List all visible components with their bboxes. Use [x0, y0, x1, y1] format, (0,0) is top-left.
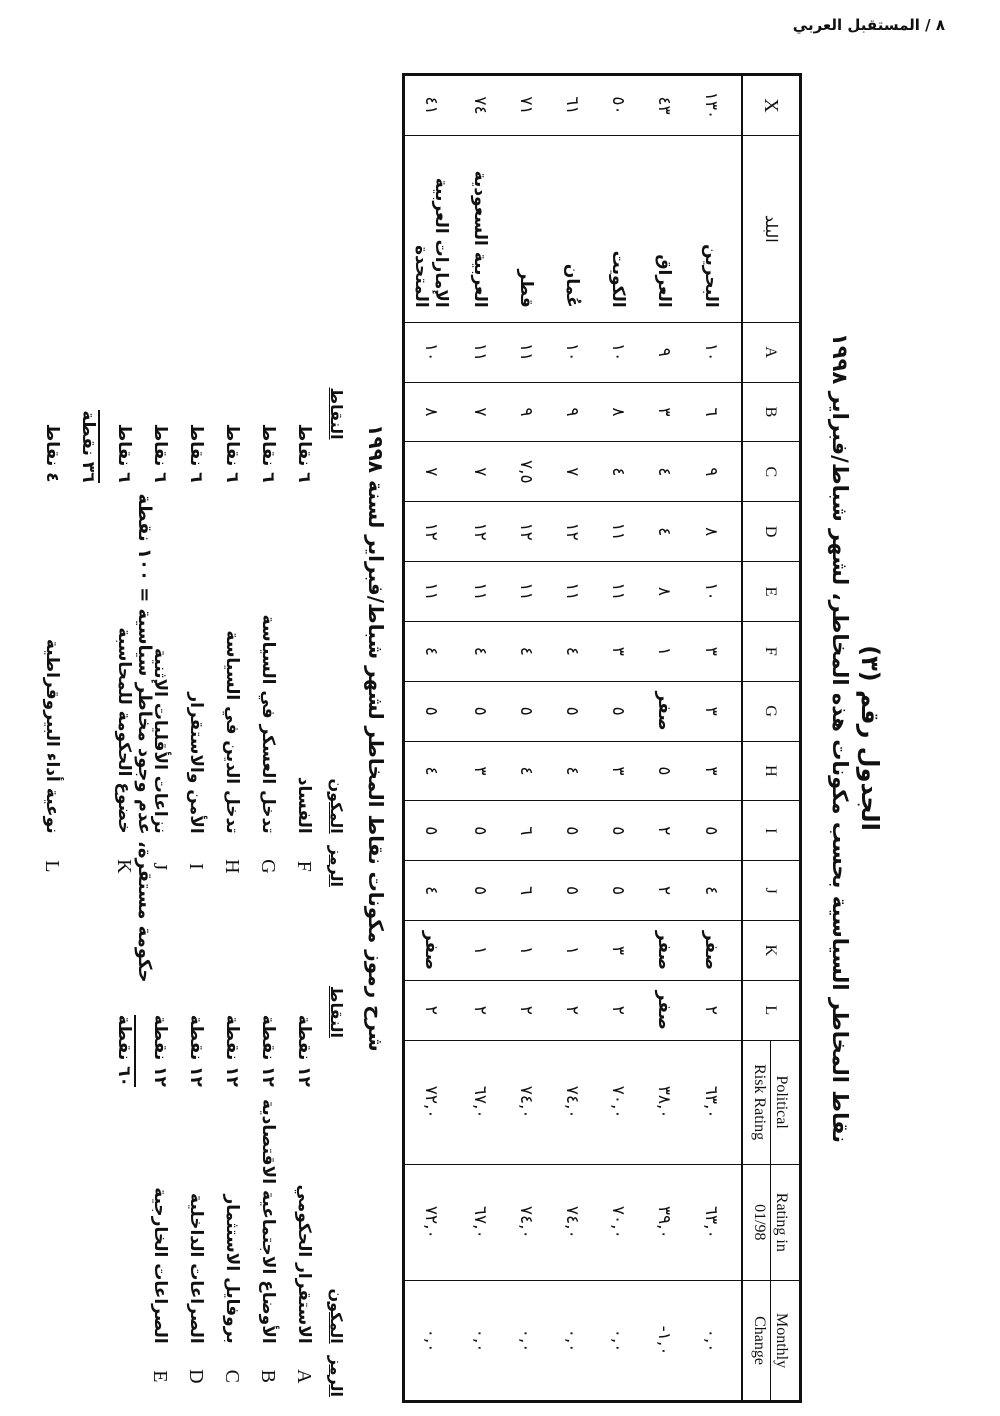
legend-row — [34, 333, 70, 893]
cell-i: ٢ — [641, 801, 687, 861]
cell-c: ٧ — [404, 442, 457, 502]
cell-e: ١١ — [595, 562, 641, 622]
legend-group1-total-value: ٦٠ نقطة — [114, 1014, 134, 1087]
table-subtitle: نقاط المخاطر السياسية بحسب مكونات هذه المخاطر، لشهر شباط/فبراير ١٩٩٨ — [828, 333, 852, 1143]
cell-country: العربية السعودية — [457, 135, 503, 322]
legend-points: ١٢ نقطة — [150, 1014, 170, 1087]
cell-e: ١١ — [503, 562, 549, 622]
cell-rating-0198: ٦٧,٠ — [457, 1164, 503, 1281]
legend-component-heading-2: المكون — [327, 778, 347, 834]
legend-code: C — [221, 1369, 244, 1384]
legend-group2-total — [70, 333, 106, 609]
cell-b: ٨ — [595, 382, 641, 442]
header-monthly-line1: Monthly — [771, 1281, 791, 1400]
cell-l: ٢ — [457, 980, 503, 1040]
cell-d: ١٢ — [503, 502, 549, 562]
cell-d: ١٢ — [404, 502, 457, 562]
cell-x: ١٣٠ — [687, 75, 742, 136]
legend-component: الأمن والاستقرار — [186, 692, 206, 834]
cell-h: ٣ — [595, 741, 641, 801]
cell-x: ٥٠ — [595, 75, 641, 136]
header-code-e: E — [742, 562, 801, 622]
legend-component: نوعية أداء البيروقراطية — [42, 638, 62, 834]
cell-c: ٧ — [457, 442, 503, 502]
legend-code-heading: الرمز — [327, 1355, 347, 1397]
cell-j: ٥ — [549, 861, 595, 921]
cell-b: ٧ — [457, 382, 503, 442]
table-row — [687, 75, 742, 1402]
cell-l: صفر — [641, 980, 687, 1040]
header-code-d: D — [742, 502, 801, 562]
cell-a: ١٠ — [595, 322, 641, 382]
cell-a: ١١ — [457, 322, 503, 382]
cell-l: ٢ — [549, 980, 595, 1040]
header-code-c: C — [742, 442, 801, 502]
header-code-l: L — [742, 980, 801, 1040]
cell-k: ١ — [549, 921, 595, 981]
cell-j: ٦ — [503, 861, 549, 921]
header-code-k: K — [742, 921, 801, 981]
header-code-f: F — [742, 621, 801, 681]
cell-country: قطر — [503, 135, 549, 322]
legend-code: J — [149, 862, 172, 871]
legend-code: A — [293, 1369, 316, 1384]
cell-monthly-change: ٠,٠ — [595, 1281, 641, 1402]
header-political-line2: Risk Rating — [751, 1064, 769, 1141]
cell-g: ٥ — [503, 681, 549, 741]
legend-points-heading-2: النقاط — [327, 387, 347, 440]
legend-component: الاستقرار الحكومي — [294, 1184, 314, 1344]
cell-c: ٧,٥ — [503, 442, 549, 502]
header-row — [742, 75, 801, 1402]
legend-points: ١٢ نقطة — [258, 1014, 278, 1087]
cell-h: ٤ — [549, 741, 595, 801]
cell-b: ٩ — [549, 382, 595, 442]
cell-rating-0198: ٧٢,٠ — [404, 1164, 457, 1281]
cell-d: ١١ — [595, 502, 641, 562]
cell-k: ١ — [457, 921, 503, 981]
legend-component: تدخل الدين في السياسة — [222, 630, 242, 834]
cell-a: ٩ — [641, 322, 687, 382]
cell-x: ٦١ — [549, 75, 595, 136]
header-code-a: A — [742, 322, 801, 382]
cell-a: ١٠ — [549, 322, 595, 382]
cell-monthly-change: ٠,٠ — [404, 1281, 457, 1402]
legend-points: ١٢ نقطة — [222, 1014, 242, 1087]
cell-political-rating: ٧٤,٠ — [549, 1040, 595, 1164]
legend-points: ١٢ نقطة — [294, 1014, 314, 1087]
cell-f: ١ — [641, 621, 687, 681]
cell-e: ٨ — [641, 562, 687, 622]
cell-monthly-change: -١,٠ — [641, 1281, 687, 1402]
legend-points: ٦ نقاط — [114, 423, 134, 483]
legend-points-heading: النقاط — [327, 985, 347, 1039]
header-code-g: G — [742, 681, 801, 741]
legend-component: الأوضاع الاجتماعية الاقتصادية — [258, 1098, 278, 1344]
header-code-b: B — [742, 382, 801, 442]
table-row — [595, 75, 641, 1402]
cell-monthly-change: ٠,٠ — [503, 1281, 549, 1402]
cell-j: ٤ — [404, 861, 457, 921]
cell-b: ٨ — [404, 382, 457, 442]
cell-d: ١٢ — [549, 502, 595, 562]
legend-group2-total-value: ٣٦ نقطة — [78, 410, 98, 483]
table-row — [404, 75, 457, 1402]
legend-code: E — [149, 1370, 172, 1383]
legend-points: ٦ نقاط — [186, 423, 206, 483]
cell-rating-0198: ٧٤,٠ — [549, 1164, 595, 1281]
legend-code: B — [257, 1369, 280, 1384]
cell-i: ٥ — [687, 801, 742, 861]
legend-component: الصراعات الداخلية — [186, 1193, 206, 1344]
header-rating-line2: 01/98 — [751, 1204, 769, 1241]
cell-x: ٧٤ — [457, 75, 503, 136]
header-rating — [742, 1164, 801, 1281]
cell-b: ٩ — [503, 382, 549, 442]
cell-a: ١٠ — [687, 322, 742, 382]
cell-k: ٣ — [595, 921, 641, 981]
cell-country: عُمان — [549, 135, 595, 322]
cell-k: ١ — [503, 921, 549, 981]
cell-j: ٤ — [687, 861, 742, 921]
cell-l: ٢ — [687, 980, 742, 1040]
cell-j: ٥ — [457, 861, 503, 921]
legend-component: خضوع الحكومة للمحاسبة — [114, 627, 134, 834]
table-row — [549, 75, 595, 1402]
header-monthly-line2: Change — [751, 1316, 769, 1365]
legend-row — [250, 931, 286, 1403]
header-rating-line1: Rating in — [771, 1165, 791, 1281]
legend-group-2 — [34, 333, 352, 893]
cell-rating-0198: ٧٤,٠ — [503, 1164, 549, 1281]
cell-i: ٥ — [457, 801, 503, 861]
header-code-i: I — [742, 801, 801, 861]
cell-f: ٤ — [503, 621, 549, 681]
cell-e: ١١ — [404, 562, 457, 622]
cell-political-rating: ٦٣,٠ — [687, 1040, 742, 1164]
legend-footnote: حكومة مستقرة، عدم وجود مخاطر سياسية = ١٠٠ نقطة — [134, 493, 155, 983]
cell-e: ١١ — [549, 562, 595, 622]
legend-row — [178, 333, 214, 893]
legend-points: ٦ نقاط — [294, 423, 314, 483]
legend-component: الصراعات الخارجية — [150, 1187, 170, 1344]
legend-row — [286, 931, 322, 1403]
header-political-line1: Political — [771, 1041, 791, 1164]
header-code-j: J — [742, 861, 801, 921]
cell-political-rating: ٧٠,٠ — [595, 1040, 641, 1164]
legend-points: ٦ نقاط — [222, 423, 242, 483]
cell-g: صفر — [641, 681, 687, 741]
table-row — [457, 75, 503, 1402]
cell-h: ٣ — [687, 741, 742, 801]
legend-title: شرح رموز مكونات نقاط المخاطر لشهر شباط/فبراير لسنة ١٩٩٨ — [364, 424, 388, 1052]
cell-b: ٣ — [641, 382, 687, 442]
cell-country: الإمارات العربية المتحدة — [404, 135, 457, 322]
cell-c: ٤ — [641, 442, 687, 502]
cell-country: البحرين — [687, 135, 742, 322]
legend-row — [214, 931, 250, 1403]
cell-k: صفر — [404, 921, 457, 981]
cell-j: ٢ — [641, 861, 687, 921]
header-country: البلد — [742, 135, 801, 322]
legend-code: I — [185, 863, 208, 870]
legend-component: الفساد — [294, 776, 314, 834]
legend-component: بروفايل الاستثمار — [222, 1194, 242, 1344]
cell-f: ٣ — [595, 621, 641, 681]
cell-b: ٦ — [687, 382, 742, 442]
cell-x: ٤١ — [404, 75, 457, 136]
cell-political-rating: ٦٧,٠ — [457, 1040, 503, 1164]
cell-h: ٥ — [641, 741, 687, 801]
legend-row — [286, 333, 322, 893]
legend-points: ٦ نقاط — [258, 423, 278, 483]
table-row — [503, 75, 549, 1402]
cell-c: ٤ — [595, 442, 641, 502]
cell-c: ٧ — [549, 442, 595, 502]
legend-component-heading: المكون — [327, 1288, 347, 1344]
legend-code: F — [293, 860, 316, 872]
cell-political-rating: ٧٢,٠ — [404, 1040, 457, 1164]
cell-i: ٥ — [595, 801, 641, 861]
legend-code: L — [41, 860, 64, 873]
cell-f: ٤ — [549, 621, 595, 681]
legend-points: ٤ نقاط — [42, 423, 62, 483]
cell-h: ٤ — [503, 741, 549, 801]
cell-g: ٥ — [404, 681, 457, 741]
cell-h: ٤ — [404, 741, 457, 801]
cell-f: ٤ — [457, 621, 503, 681]
cell-political-rating: ٣٨,٠ — [641, 1040, 687, 1164]
cell-l: ٢ — [503, 980, 549, 1040]
table-row — [641, 75, 687, 1402]
cell-k: صفر — [641, 921, 687, 981]
legend-code: D — [185, 1369, 208, 1384]
risk-table — [402, 73, 802, 1403]
cell-monthly-change: ٠,٠ — [687, 1281, 742, 1402]
legend-code: G — [257, 859, 280, 874]
header-code-h: H — [742, 741, 801, 801]
cell-l: ٢ — [404, 980, 457, 1040]
rotated-page-content — [41, 73, 900, 1403]
cell-a: ١١ — [503, 322, 549, 382]
cell-x: ٤٣ — [641, 75, 687, 136]
cell-e: ١٠ — [687, 562, 742, 622]
legend-row — [250, 333, 286, 893]
header-x: X — [742, 75, 801, 136]
cell-monthly-change: ٠,٠ — [457, 1281, 503, 1402]
cell-k: صفر — [687, 921, 742, 981]
cell-c: ٩ — [687, 442, 742, 502]
cell-i: ٥ — [404, 801, 457, 861]
legend-points: ٦ نقاط — [150, 423, 170, 483]
cell-i: ٦ — [503, 801, 549, 861]
cell-l: ٢ — [595, 980, 641, 1040]
legend-points: ١٢ نقطة — [186, 1014, 206, 1087]
header-monthly — [742, 1281, 801, 1402]
header-political — [742, 1040, 801, 1164]
cell-j: ٥ — [595, 861, 641, 921]
cell-d: ١٢ — [457, 502, 503, 562]
legend-code-heading-2: الرمز — [327, 845, 347, 887]
cell-g: ٥ — [595, 681, 641, 741]
cell-g: ٣ — [687, 681, 742, 741]
cell-monthly-change: ٠,٠ — [549, 1281, 595, 1402]
legend-row — [214, 333, 250, 893]
cell-g: ٥ — [457, 681, 503, 741]
cell-rating-0198: ٦٣,٠ — [687, 1164, 742, 1281]
cell-f: ٣ — [687, 621, 742, 681]
cell-i: ٥ — [549, 801, 595, 861]
table-title: الجدول رقم (٣) — [856, 645, 884, 831]
cell-d: ٤ — [641, 502, 687, 562]
cell-x: ٧١ — [503, 75, 549, 136]
cell-g: ٥ — [549, 681, 595, 741]
legend-code: H — [221, 859, 244, 874]
cell-h: ٣ — [457, 741, 503, 801]
cell-e: ١١ — [457, 562, 503, 622]
cell-political-rating: ٧٤,٠ — [503, 1040, 549, 1164]
cell-country: الكويت — [595, 135, 641, 322]
running-header: ٨ / المستقبل العربي — [792, 16, 945, 34]
legend-row — [178, 931, 214, 1403]
cell-rating-0198: ٧٠,٠ — [595, 1164, 641, 1281]
cell-a: ١٠ — [404, 322, 457, 382]
cell-country: العراق — [641, 135, 687, 322]
cell-d: ٨ — [687, 502, 742, 562]
legend-component: تدخل العسكر في السياسة — [258, 614, 278, 834]
legend-component: نزاعات الأقليات الإثنية — [150, 647, 170, 834]
cell-rating-0198: ٣٩,٠ — [641, 1164, 687, 1281]
cell-f: ٤ — [404, 621, 457, 681]
legend-code: K — [113, 859, 136, 874]
